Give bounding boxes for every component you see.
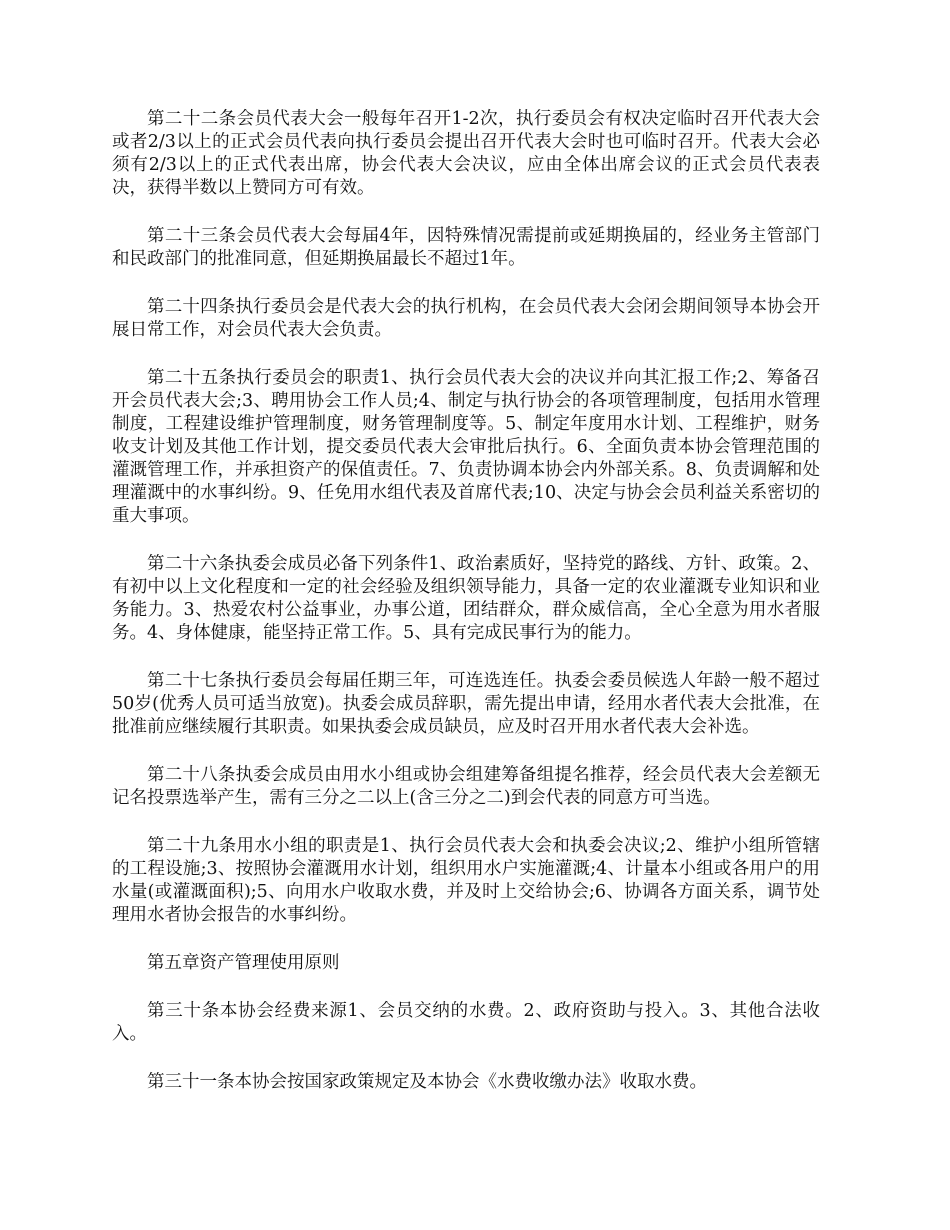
article-23: 第二十三条会员代表大会每届4年，因特殊情况需提前或延期换届的，经业务主管部门和民政部门的批准同意，但延期换届最长不超过1年。 <box>112 226 820 269</box>
article-25: 第二十五条执行委员会的职责1、执行会员代表大会的决议并向其汇报工作;2、筹备召开会员代表大会;3、聘用协会工作人员;4、制定与执行协会的各项管理制度，包括用水管理制度，工程建设维护管理制度，财务管理制度等。5、制定年度用水计划、工程维护，财务收支计划及其他工作计划，提交委员代表大会审批后执行。6、全面负责本协会管理范围的灌溉管理工作，并承担资产的保值责任。7、负责协调本协会内外部关系。8、负责调解和处理灌溉中的水事纠纷。9、任免用水组代表及首席代表;10、决定与协会会员利益关系密切的重大事项。 <box>112 368 820 526</box>
article-28: 第二十八条执委会成员由用水小组或协会组建筹备组提名推荐，经会员代表大会差额无记名投票选举产生，需有三分之二以上(含三分之二)到会代表的同意方可当选。 <box>112 765 820 808</box>
article-27: 第二十七条执行委员会每届任期三年，可连选连任。执委会委员候选人年龄一般不超过50岁(优秀人员可适当放宽)。执委会成员辞职，需先提出申请，经用水者代表大会批准，在批准前应继续履行其职责。如果执委会成员缺员，应及时召开用水者代表大会补选。 <box>112 671 820 737</box>
article-22: 第二十二条会员代表大会一般每年召开1-2次，执行委员会有权决定临时召开代表大会或者2/3以上的正式会员代表向执行委员会提出召开代表大会时也可临时召开。代表大会必须有2/3以上的正式代表出席，协会代表大会决议，应由全体出席会议的正式会员代表表决，获得半数以上赞同方可有效。 <box>112 109 820 198</box>
document-page <box>112 108 820 1119</box>
chapter-heading: 第五章资产管理使用原则 <box>147 953 340 973</box>
article-26: 第二十六条执委会成员必备下列条件1、政治素质好，坚持党的路线、方针、政策。2、有初中以上文化程度和一定的社会经验及组织领导能力，具备一定的农业灌溉专业知识和业务能力。3、热爱农村公益事业，办事公道，团结群众，群众威信高，全心全意为用水者服务。4、身体健康，能坚持正常工作。5、具有完成民事行为的能力。 <box>112 554 820 643</box>
article-31: 第三十一条本协会按国家政策规定及本协会《水费收缴办法》收取水费。 <box>147 1072 707 1092</box>
article-24: 第二十四条执行委员会是代表大会的执行机构，在会员代表大会闭会期间领导本协会开展日常工作，对会员代表大会负责。 <box>112 297 820 340</box>
article-29: 第二十九条用水小组的职责是1、执行会员代表大会和执委会决议;2、维护小组所管辖的工程设施;3、按照协会灌溉用水计划，组织用水户实施灌溉;4、计量本小组或各用户的用水量(或灌溉面积);5、向用水户收取水费，并及时上交给协会;6、协调各方面关系，调节处理用水者协会报告的水事纠纷。 <box>112 836 820 925</box>
article-30: 第三十条本协会经费来源1、会员交纳的水费。2、政府资助与投入。3、其他合法收入。 <box>112 1001 820 1044</box>
